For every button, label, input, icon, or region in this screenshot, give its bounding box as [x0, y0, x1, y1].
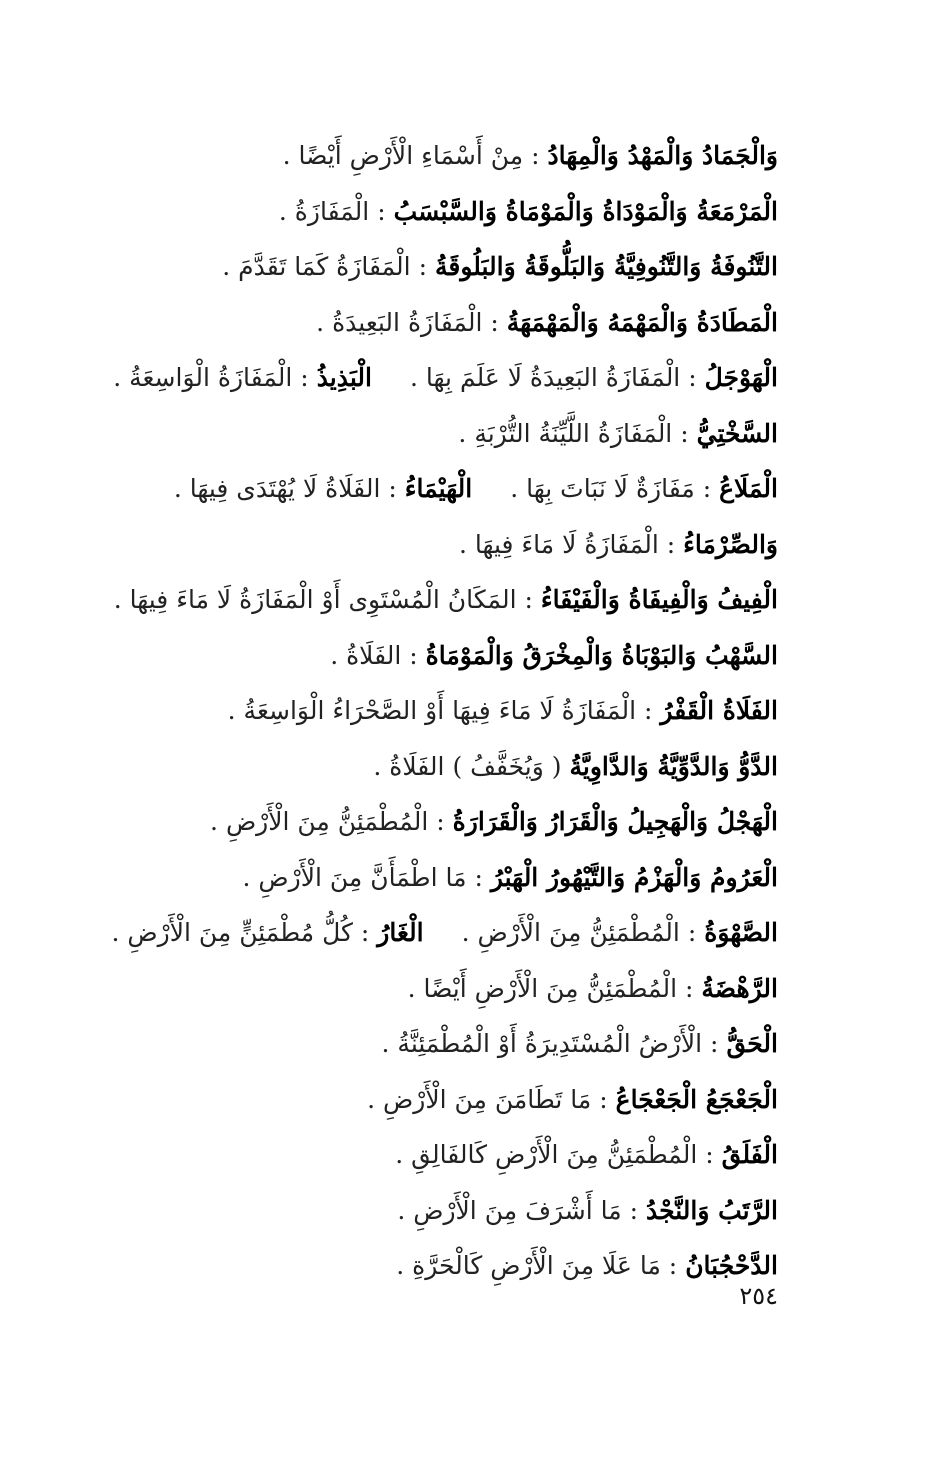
entry-pair [395, 1127, 778, 1183]
entry-pair [222, 239, 778, 295]
entry [118, 1238, 778, 1294]
entry-definition: الْمَفَازَةُ البَعِيدَةُ . [316, 307, 483, 337]
entry-separator: : [360, 918, 370, 947]
entry [118, 1127, 778, 1183]
entry-headword: الفَلَاةُ الْقَفْرُ [660, 696, 778, 725]
entry-separator: : [599, 1084, 608, 1114]
entry-separator: : [490, 307, 499, 337]
entry [118, 1016, 778, 1072]
entry-headword: التَّنُوفَةُ وَالتَّنُوفِيَّةُ وَالبَلُّوقَةُ وَالبَلُوقَةُ [434, 252, 778, 281]
entry-definition: ( وَيُخَفَّفُ ) الفَلَاةُ . [373, 751, 562, 781]
entry-pair [279, 184, 778, 240]
entry-separator: : [702, 474, 712, 503]
entry-separator: : [377, 196, 386, 226]
entry-separator: : [687, 918, 697, 947]
entry-separator: : [688, 363, 697, 392]
entry-pair [410, 350, 778, 406]
entry-headword: الْجَعْجَعُ الْجَعْجَاعُ [615, 1084, 778, 1114]
entry-separator: : [710, 1029, 719, 1058]
entry [118, 295, 778, 351]
entry-separator: : [418, 252, 428, 281]
entry-definition: الفَلَاةُ لَا يُهْتَدَى فِيهَا . [173, 474, 381, 503]
entry-pair [459, 517, 778, 573]
entry-separator: : [644, 696, 653, 725]
entry-pair [112, 905, 424, 961]
entry-pair [373, 739, 778, 795]
entry-separator: : [524, 585, 533, 614]
entry-headword: الْهَجْلُ وَالْهَجِيلُ وَالْقَرَارُ وَالْقَرَارَةُ [452, 807, 778, 836]
entry-pair [174, 461, 472, 517]
entry-definition: الْمُطْمَئِنُّ مِنَ الْأَرْضِ . [461, 918, 680, 947]
entry-pair [210, 794, 778, 850]
entry-definition: الْمُطْمَئِنُّ مِنَ الْأَرْضِ كَالفَالِقِ . [395, 1140, 698, 1169]
entry-separator: : [436, 807, 445, 836]
entry-headword: الْهَوْجَلُ [704, 363, 778, 392]
entry-definition: الْمُطْمَئِنُّ مِنَ الْأَرْضِ أَيْضًا . [407, 973, 678, 1003]
entry-pair [408, 961, 778, 1017]
entry-pair [510, 461, 778, 517]
entry-headword: الْعَرُومُ وَالْهَزْمُ وَالتَّيْهُورُ الْهَبْرُ [490, 862, 778, 892]
entry [118, 461, 778, 517]
dictionary-entries [111, 128, 778, 1294]
entry-pair [243, 850, 778, 906]
entry [118, 961, 778, 1017]
entry-headword: الْمَطَادَةُ وَالْمَهْمَهُ وَالْمَهْمَهَةُ [506, 307, 778, 337]
entry-headword: الرَّتَبُ وَالنَّجْدُ [645, 1195, 778, 1225]
entry-separator: : [684, 973, 694, 1003]
entry-headword: الصَّهْوَةُ [704, 918, 778, 947]
entry-definition: مَا عَلَا مِنَ الْأَرْضِ كَالْحَرَّةِ . [396, 1251, 661, 1280]
entry-pair [382, 1016, 778, 1072]
entry [118, 850, 778, 906]
entry [118, 1183, 778, 1239]
entry-headword: الْمَلَاعُ [719, 474, 778, 503]
entry-definition: الْمَفَازَةُ اللَّيِّنَةُ التُّرْبَةِ . [458, 418, 673, 448]
entry [113, 572, 778, 628]
entry-headword: الْهَيْمَاءُ [404, 474, 473, 503]
entry-separator: : [666, 529, 676, 559]
entry-headword: الْغَارُ [377, 918, 424, 947]
entry-pair [367, 1072, 778, 1128]
entry [118, 184, 778, 240]
entry [113, 350, 778, 406]
entry-separator: : [531, 141, 540, 170]
entry [118, 406, 778, 462]
entry-pair [114, 572, 778, 628]
entry-separator: : [629, 1195, 639, 1225]
entry-separator: : [388, 474, 397, 503]
entry-pair [462, 905, 778, 961]
entry-headword: وَالصِّرْمَاءُ [683, 529, 778, 559]
entry-definition: الْمَفَازَةُ الْوَاسِعَةُ . [113, 363, 293, 392]
entry [118, 1072, 778, 1128]
entry-headword: الْمَرْمَعَةُ وَالْمَوْدَاةُ وَالْمَوْمَاةُ وَالسَّبْسَبُ [393, 196, 778, 226]
entry-definition: مَا أَشْرَفَ مِنَ الْأَرْضِ . [397, 1195, 622, 1225]
entry-definition: مِنْ أَسْمَاءِ الْأَرْضِ أَيْضًا . [282, 141, 524, 170]
entry [118, 517, 778, 573]
entry-definition: المَكَانُ الْمُسْتَوِى أَوْ الْمَفَازَةُ لَا مَاءَ فِيهَا . [113, 585, 517, 614]
entry-headword: الْبَذِيذُ [316, 363, 372, 392]
entry-pair [458, 406, 778, 462]
entry-headword: السَّخْتِيُّ [696, 418, 778, 448]
entry [118, 628, 778, 684]
entry-headword: الْحَقُّ [726, 1029, 778, 1058]
entry-headword: الدَّحْجُبَانُ [685, 1251, 778, 1280]
entry-definition: الْمَفَازَةُ البَعِيدَةُ لَا عَلَمَ بِهَا . [410, 363, 681, 392]
entry-pair [330, 628, 778, 684]
entry-separator: : [409, 640, 418, 670]
entry-separator: : [300, 363, 309, 392]
entry [118, 683, 778, 739]
entry-headword: الْفَلَقُ [721, 1140, 778, 1169]
page-number: ٢٥٤ [739, 1282, 778, 1310]
entry [118, 128, 778, 184]
entry-separator: : [668, 1251, 678, 1280]
entry-headword: السَّهْبُ وَالبَوْبَاةُ وَالْمِخْرَقُ وَالْمَوْمَاةُ [425, 640, 778, 670]
entry-definition: الْمُطْمَئِنُّ مِنَ الْأَرْضِ . [210, 807, 429, 836]
entry-pair [397, 1183, 778, 1239]
entry-pair [228, 683, 778, 739]
entry-definition: كُلُّ مُطْمَئِنٍّ مِنَ الْأَرْضِ . [111, 918, 353, 947]
entry [118, 794, 778, 850]
entry-definition: الفَلَاةُ . [330, 640, 402, 670]
entry-pair [316, 295, 778, 351]
entry [118, 239, 778, 295]
entry-definition: مَفَازَةٌ لَا نَبَاتَ بِهَا . [510, 474, 695, 503]
entry-separator: : [705, 1140, 714, 1169]
entry-headword: الرَّهْضَةُ [701, 973, 778, 1003]
entry-definition: مَا اطْمَأَنَّ مِنَ الْأَرْضِ . [242, 862, 467, 892]
entry-definition: الْمَفَازَةُ كَمَا تَقَدَّمَ . [222, 252, 411, 281]
entry-pair [283, 128, 778, 184]
entry-pair [113, 350, 372, 406]
entry-separator: : [680, 418, 689, 448]
entry [118, 739, 778, 795]
entry-definition: الْمَفَازَةُ لَا مَاءَ فِيهَا أَوْ الصَّحْرَاءُ الْوَاسِعَةُ . [227, 696, 637, 725]
entry-pair [396, 1238, 778, 1294]
entry [111, 905, 778, 961]
entry-headword: الْفِيفُ وَالْفِيفَاةُ وَالْفَيْفَاءُ [540, 585, 778, 614]
entry-headword: الدَّوُّ وَالدَّوِّيَّةُ وَالدَّاوِيَّةُ [569, 751, 778, 781]
entry-definition: الْمَفَازَةُ لَا مَاءَ فِيهَا . [458, 529, 659, 559]
entry-definition: الْمَفَازَةُ . [278, 196, 370, 226]
entry-definition: الْأَرْضُ الْمُسْتَدِيرَةُ أَوْ الْمُطْمَئِنَّةُ . [381, 1029, 703, 1058]
entry-definition: مَا تَطَامَنَ مِنَ الْأَرْضِ . [367, 1084, 592, 1114]
entry-separator: : [474, 862, 483, 892]
entry-headword: وَالْجَمَادُ وَالْمَهْدُ وَالْمِهَادُ [547, 141, 778, 170]
